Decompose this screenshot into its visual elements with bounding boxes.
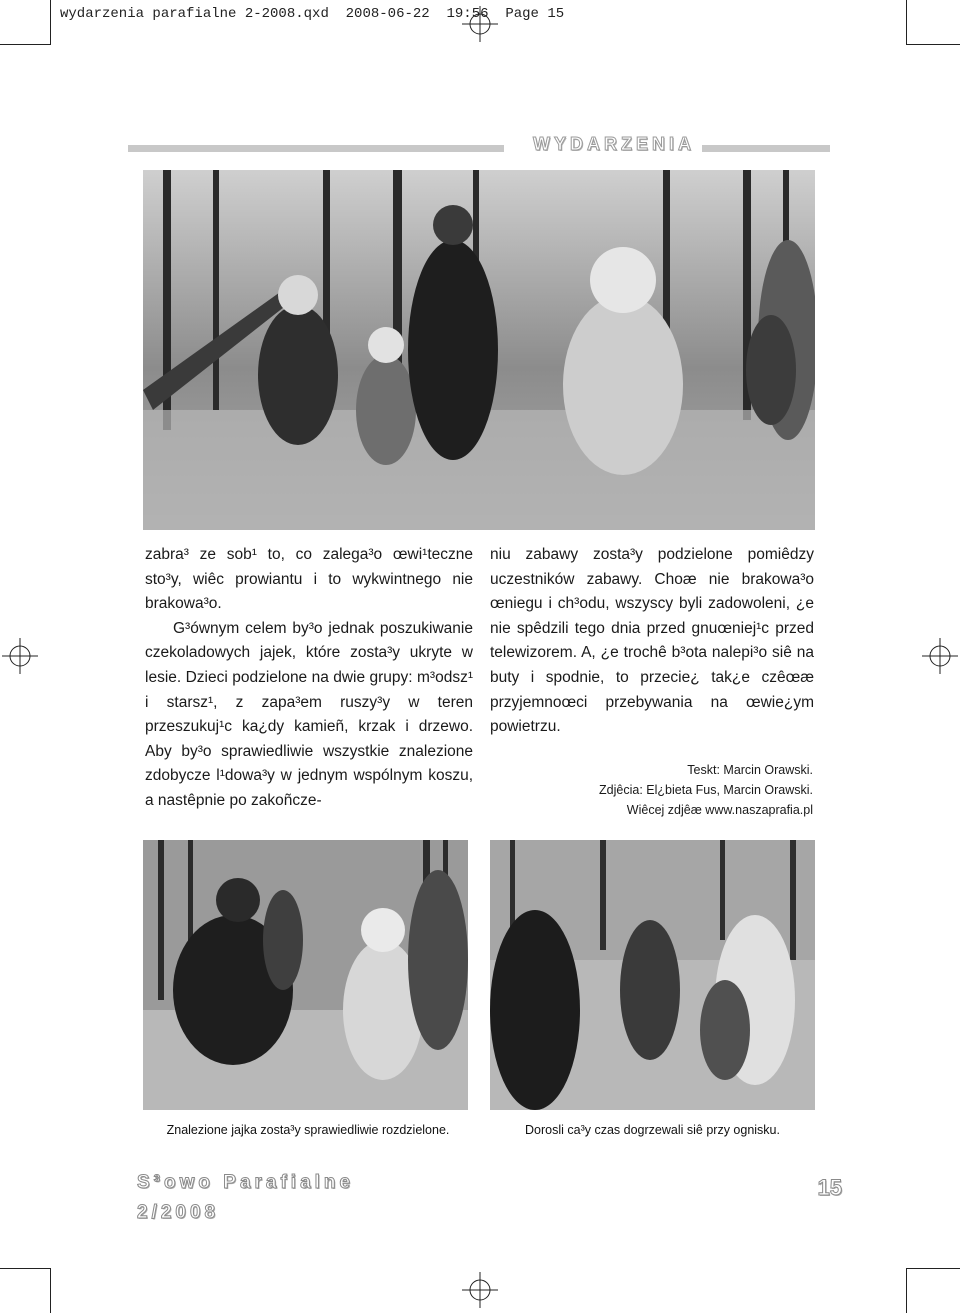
- article-paragraph: niu zabawy zosta³y podzielone pomiêdzy uczestników zabawy. Choæ nie brakowa³o œniegu i ch³odu, wszyscy byli zadowoleni, ¿e nie spêdzili tego dnia przed gnuœniej¹c przed telewizorem. A, ¿e trochê b³ota nalepi³o siê na buty i spodnie, to przecie¿ tak¿e czêœæ przyjemnoœci przebywania na œwie¿ym powietrzu.: [490, 546, 814, 736]
- photo-left: [143, 840, 468, 1110]
- header-rule-left: [128, 145, 504, 152]
- photo-caption-left: Znalezione jajka zosta³y sprawiedliwie rozdzielone.: [166, 1123, 450, 1137]
- registration-mark-icon: [2, 638, 38, 674]
- slug-filename: wydarzenia parafialne 2-2008.qxd: [60, 6, 329, 22]
- article-paragraph: zabra³ ze sob¹ to, co zalega³o œwi¹teczne sto³y, wiêc prowiantu i to wykwintnego nie brakowa³o.: [145, 546, 473, 613]
- crop-mark: [906, 0, 907, 45]
- crop-mark: [50, 1268, 51, 1313]
- header-rule-right: [702, 145, 830, 152]
- section-title: WYDARZENIA: [533, 134, 695, 154]
- page-number: 15: [817, 1175, 842, 1200]
- magazine-footer: [137, 1168, 354, 1228]
- article-paragraph: G³ównym celem by³o jednak poszukiwanie czekoladowych jajek, które zosta³y ukryte w lesie. Dzieci podzielone na dwie grupy: m³odsz¹ i starsz¹, z zapa³em ruszy³y w teren przeszukuj¹c ka¿dy kamieñ, krzak i drzewo. Aby by³o sprawiedliwie wszystkie znalezione zdobycze l¹dowa³y w jednym wspólnym koszu, a nastêpnie po zakoñcze-: [145, 619, 473, 809]
- registration-mark-icon: [462, 6, 498, 42]
- crop-mark: [50, 0, 51, 45]
- photo-caption-right: Dorosli ca³y czas dogrzewali siê przy ognisku.: [525, 1123, 780, 1137]
- slug-page: Page 15: [505, 6, 565, 22]
- crop-mark: [0, 44, 50, 45]
- article-column-left: [145, 543, 473, 814]
- registration-mark-icon: [922, 638, 958, 674]
- crop-mark: [0, 1268, 50, 1269]
- registration-mark-icon: [462, 1272, 498, 1308]
- photo-credit: Zdjêcia: El¿bieta Fus, Marcin Orawski.: [599, 783, 813, 797]
- slug-time: 19:56: [446, 6, 489, 22]
- magazine-issue: 2/2008: [137, 1202, 220, 1223]
- main-photo: [143, 170, 815, 530]
- article-column-right: [490, 543, 814, 740]
- crop-mark: [906, 44, 960, 45]
- crop-mark: [906, 1268, 960, 1269]
- photo-right: [490, 840, 815, 1110]
- more-photos-link[interactable]: Wiêcej zdjêæ www.naszaprafia.pl: [626, 803, 813, 817]
- crop-mark: [906, 1268, 907, 1313]
- text-credit: Teskt: Marcin Orawski.: [687, 763, 813, 777]
- magazine-title: S³owo Parafialne: [137, 1172, 355, 1193]
- slug-date: 2008-06-22: [345, 6, 430, 22]
- photo-credits: [599, 760, 813, 820]
